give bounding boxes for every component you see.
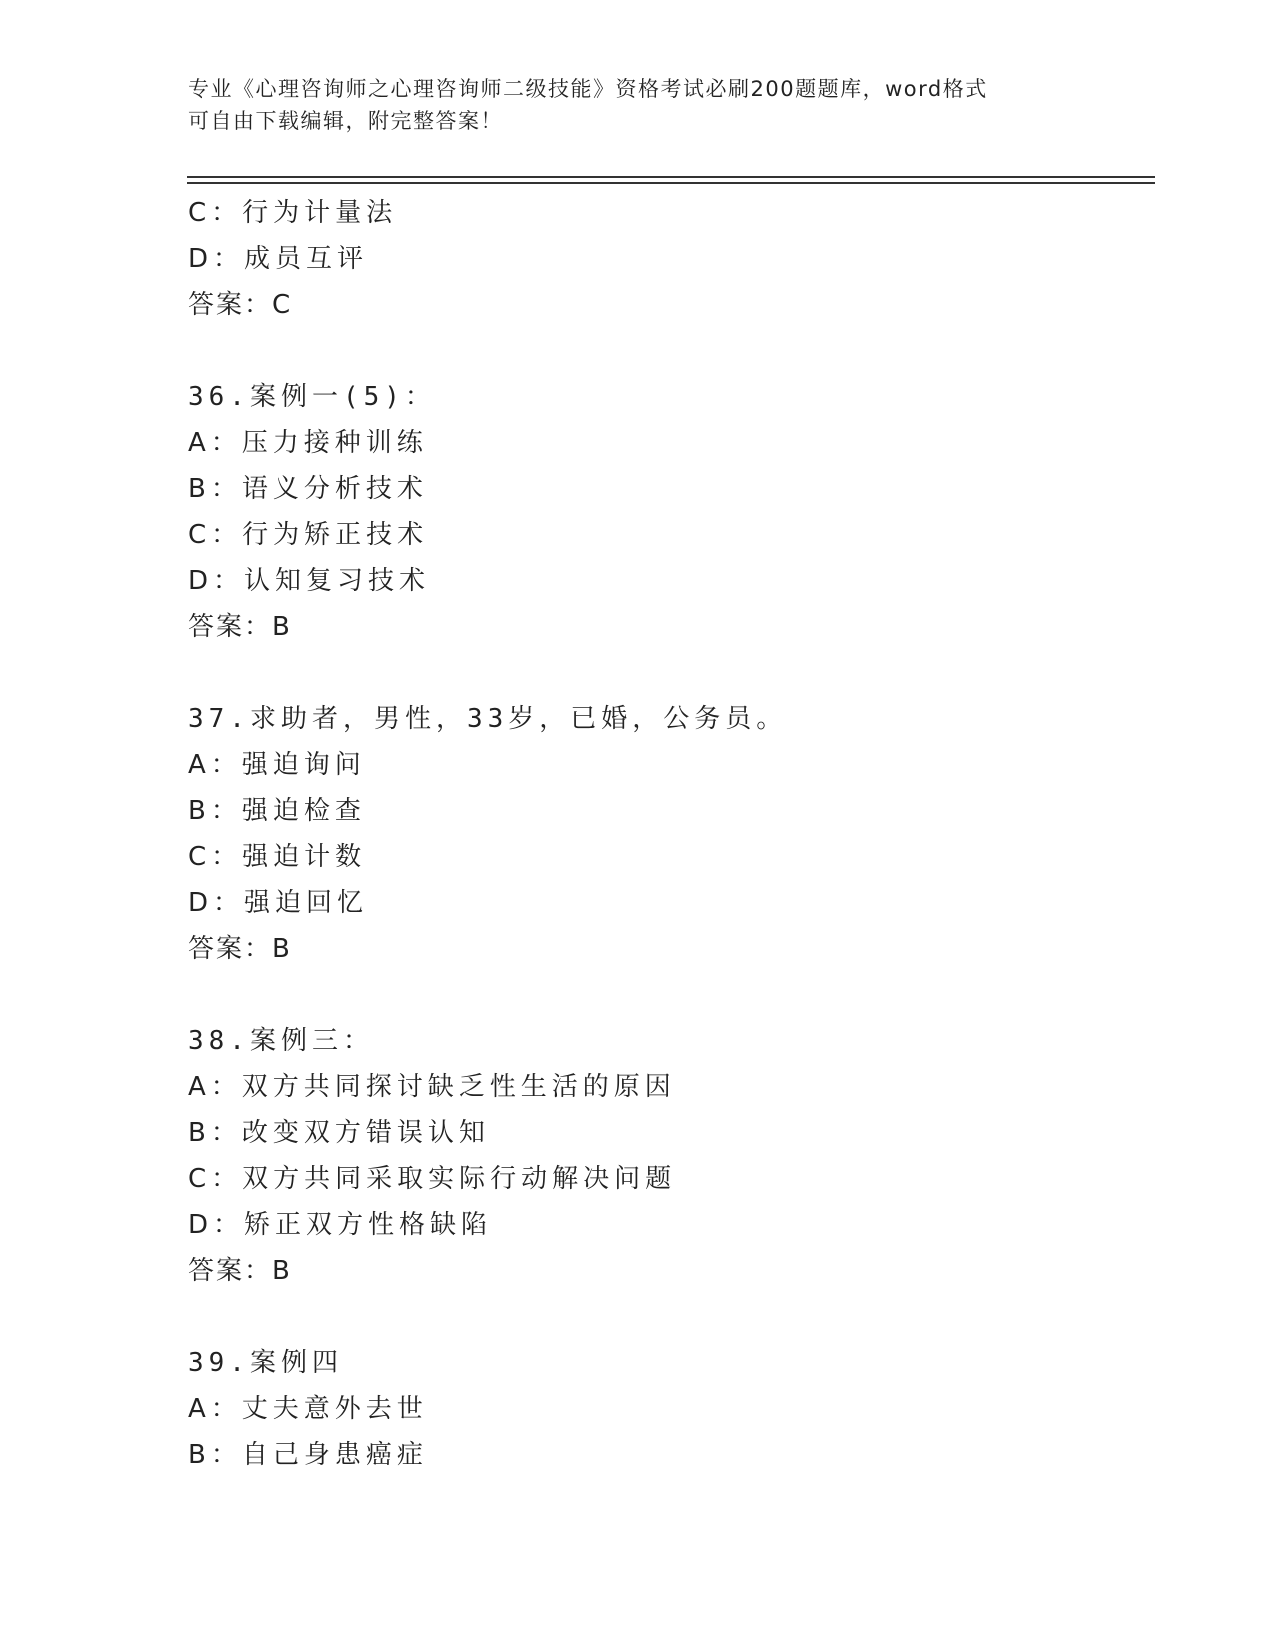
answer-line: 答案：B [188,934,292,964]
option-a: A：强迫询问 [188,750,366,780]
option-d: D：矫正双方性格缺陷 [188,1210,493,1240]
spacer [188,1294,1148,1340]
question-block-39 [188,1340,1148,1478]
question-text: 39.案例四 [188,1348,343,1378]
option-c: C：行为矫正技术 [188,520,429,550]
question-block-35 [188,190,1148,328]
option-a: A：双方共同探讨缺乏性生活的原因 [188,1072,676,1102]
option-b: B：改变双方错误认知 [188,1118,490,1148]
header-title-line-2: 可自由下载编辑，附完整答案！ [188,109,503,133]
answer-line: 答案：B [188,612,292,642]
spacer [188,328,1148,374]
option-a: A：压力接种训练 [188,428,428,458]
option-d: D：成员互评 [188,244,369,274]
spacer [188,650,1148,696]
option-c: C：双方共同采取实际行动解决问题 [188,1164,677,1194]
option-b: B：自己身患癌症 [188,1440,428,1470]
header-title-line-1: 专业《心理咨询师之心理咨询师二级技能》资格考试必刷200题题库，word格式 [188,77,988,101]
option-b: B：强迫检查 [188,796,366,826]
document-header [188,73,1088,137]
spacer [188,972,1148,1018]
option-d: D：认知复习技术 [188,566,431,596]
question-list [188,190,1148,1478]
option-a: A：丈夫意外去世 [188,1394,428,1424]
question-text: 38.案例三： [188,1026,374,1056]
answer-line: 答案：C [188,290,293,320]
question-text: 37.求助者，男性，33岁，已婚，公务员。 [188,704,788,734]
question-block-36 [188,374,1148,650]
option-c: C：强迫计数 [188,842,367,872]
answer-line: 答案：B [188,1256,292,1286]
header-divider-bottom [187,182,1155,184]
option-d: D：强迫回忆 [188,888,369,918]
question-block-37 [188,696,1148,972]
question-block-38 [188,1018,1148,1294]
header-divider-top [187,176,1155,178]
option-b: B：语义分析技术 [188,474,428,504]
question-text: 36.案例一(5)： [188,382,436,412]
option-c: C：行为计量法 [188,198,398,228]
